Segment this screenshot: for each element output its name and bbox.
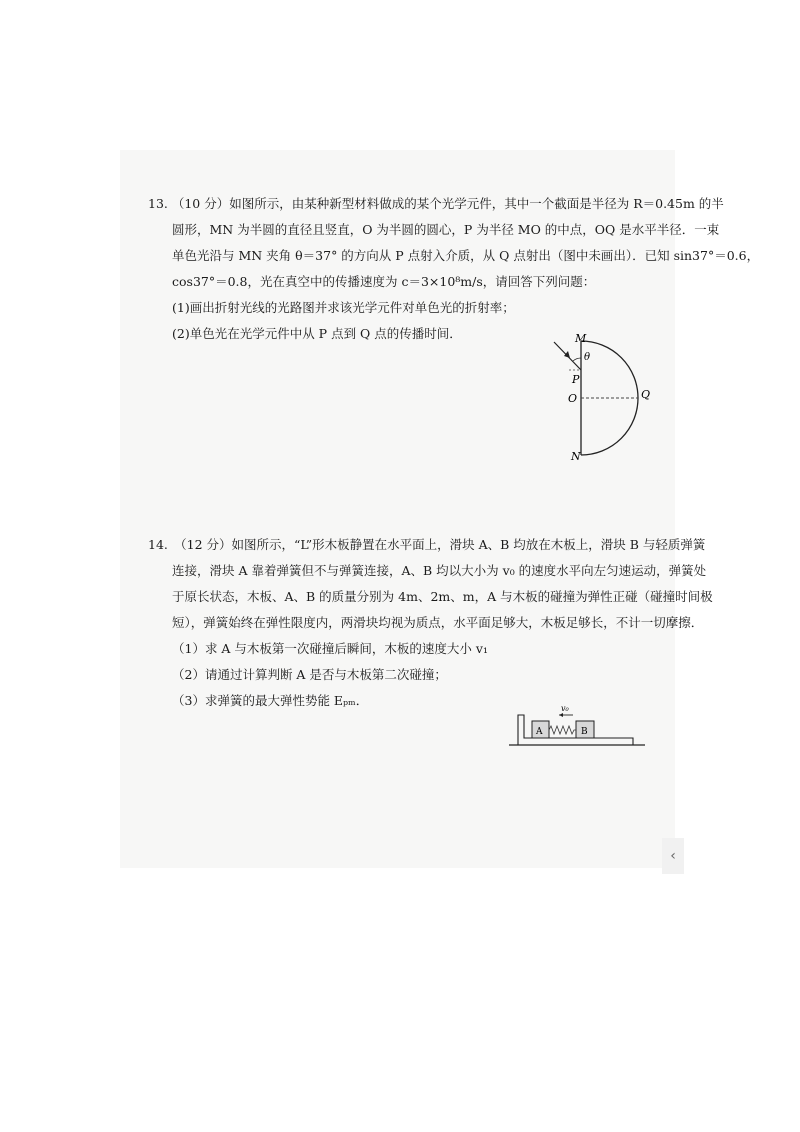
theta-arc <box>573 358 581 361</box>
label-m: M <box>575 332 587 345</box>
chevron-left-icon[interactable]: ‹ <box>662 838 684 874</box>
label-o: O <box>568 392 578 405</box>
q13-figure <box>540 330 670 469</box>
question-14 <box>148 532 713 714</box>
q14-sub-2: （2）请通过计算判断 A 是否与木板第二次碰撞； <box>172 667 447 682</box>
q14-sub-3: （3）求弹簧的最大弹性势能 Eₚₘ． <box>172 693 369 708</box>
label-p: P <box>572 373 580 386</box>
arrow-left-icon <box>559 713 563 717</box>
spring <box>549 726 576 734</box>
label-q: Q <box>641 388 651 401</box>
q14-figure <box>505 700 650 756</box>
q13-sub-2: (2)单色光在光学元件中从 P 点到 Q 点的传播时间． <box>172 326 462 341</box>
q13-sub-1: (1)画出折射光线的光路图并求该光学元件对单色光的折射率； <box>172 300 515 315</box>
q13-line-4: cos37°＝0.8，光在真空中的传播速度为 c＝3×10⁸m/s，请回答下列问题： <box>172 274 596 289</box>
label-a: A <box>536 727 543 737</box>
question-13 <box>148 191 760 347</box>
q14-line-2: 连接，滑块 A 靠着弹簧但不与弹簧连接，A、B 均以大小为 v₀ 的速度水平向左匀速运动，弹簧处 <box>172 563 707 578</box>
q14-line-4: 短），弹簧始终在弹性限度内，两滑块均视为质点，水平面足够大，木板足够长，不计一切摩擦． <box>172 615 704 630</box>
label-n: N <box>571 450 581 463</box>
label-theta: θ <box>584 352 591 363</box>
ray-arrow-icon <box>564 351 570 358</box>
semicircle-diagram <box>540 330 670 465</box>
q13-line-3: 单色光沿与 MN 夹角 θ＝37° 的方向从 P 点射入介质，从 Q 点射出（图中未画出）．已知 sin37°＝0.6， <box>172 248 760 263</box>
q13-line-1: 13. （10 分）如图所示，由某种新型材料做成的某个光学元件，其中一个截面是半径为 R＝0.45m 的半 <box>148 196 724 211</box>
q13-line-2: 圆形，MN 为半圆的直径且竖直，O 为半圆的圆心，P 为半径 MO 的中点，OQ 是水平半径．一束 <box>172 222 720 237</box>
label-b: B <box>581 727 588 737</box>
label-v0: v₀ <box>561 704 569 713</box>
q14-sub-1: （1）求 A 与木板第一次碰撞后瞬间，木板的速度大小 v₁ <box>172 641 488 656</box>
board-diagram <box>505 700 650 752</box>
q14-line-1: 14. （12 分）如图所示，“L”形木板静置在水平面上，滑块 A、B 均放在木板上，滑块 B 与轻质弹簧 <box>148 537 706 552</box>
q14-line-3: 于原长状态，木板、A、B 的质量分别为 4m、2m、m，A 与木板的碰撞为弹性正碰（碰撞时间极 <box>172 589 713 604</box>
